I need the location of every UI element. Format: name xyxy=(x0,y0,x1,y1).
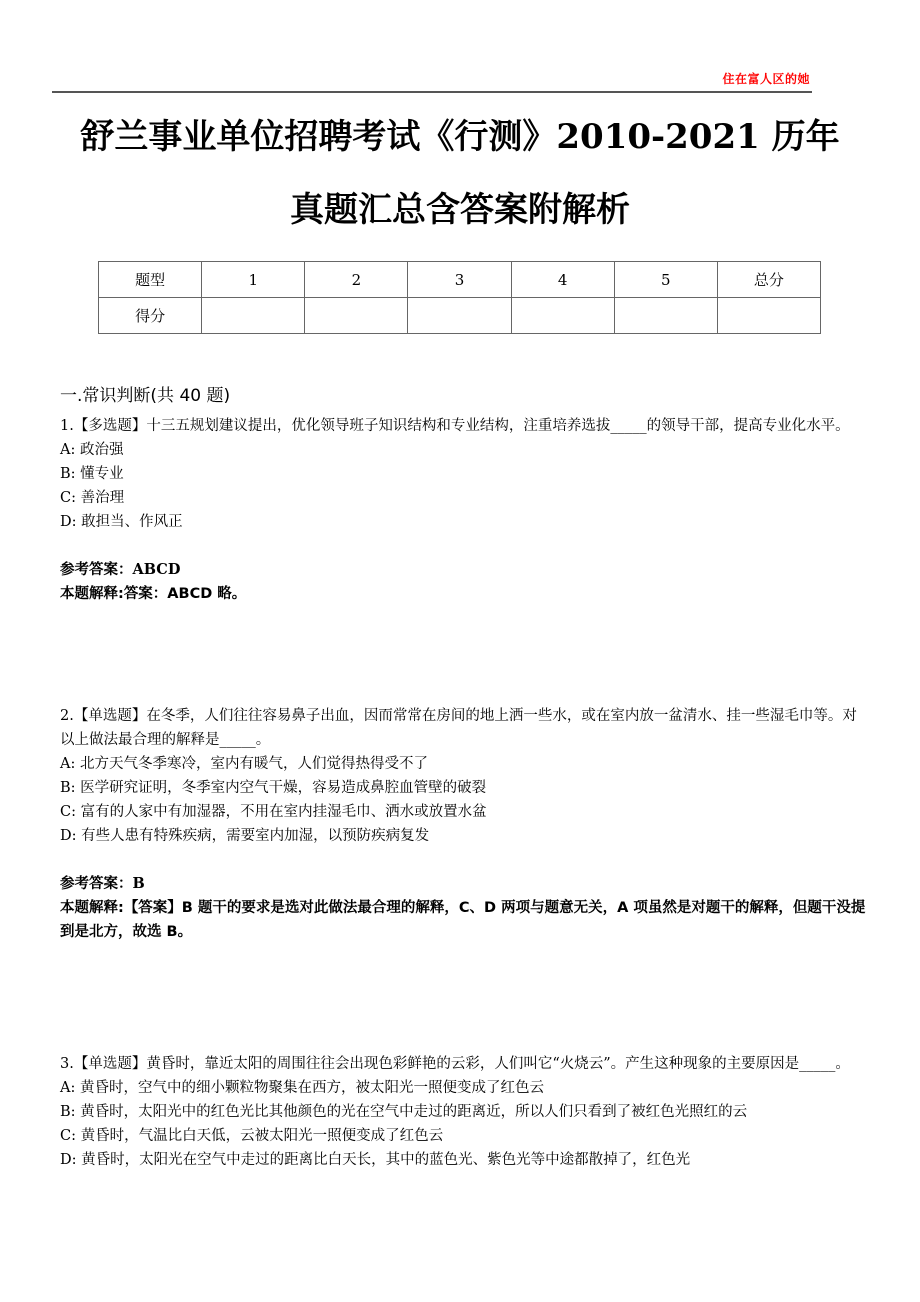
score-table-cell: 1 xyxy=(202,262,305,298)
score-table-cell: 2 xyxy=(305,262,408,298)
question-3 xyxy=(60,1052,870,1172)
document-title-line2: 真题汇总含答案附解析 xyxy=(290,190,630,230)
score-table xyxy=(98,261,821,334)
score-table-cell xyxy=(614,298,717,334)
option-d: D: 敢担当、作风正 xyxy=(60,514,183,530)
option-c: C: 黄昏时，气温比白天低，云被太阳光一照便变成了红色云 xyxy=(60,1128,444,1144)
option-d: D: 黄昏时，太阳光在空气中走过的距离比白天长，其中的蓝色光、紫色光等中途都散掉了，红色光 xyxy=(60,1152,691,1168)
header-divider xyxy=(52,91,812,93)
answer-value: ABCD xyxy=(132,561,181,578)
explanation-label: 本题解释: xyxy=(60,900,124,916)
question-stem: 1.【多选题】十三五规划建议提出，优化领导班子知识结构和专业结构，注重培养选拔_____的领导干部，提高专业化水平。 xyxy=(60,418,850,434)
reference-answer xyxy=(60,558,870,582)
question-2 xyxy=(60,704,870,944)
option-b: B: 懂专业 xyxy=(60,466,124,482)
explanation-label: 本题解释: xyxy=(60,586,124,602)
reference-answer xyxy=(60,872,870,896)
explanation xyxy=(60,582,870,606)
score-table-cell: 题型 xyxy=(99,262,202,298)
option-b: B: 黄昏时，太阳光中的红色光比其他颜色的光在空气中走过的距离近，所以人们只看到了被红色光照红的云 xyxy=(60,1104,748,1120)
explanation-text: 【答案】B 题干的要求是选对此做法最合理的解释，C、D 两项与题意无关，A 项虽然是对题干的解释，但题干没提到是北方，故选 B。 xyxy=(60,900,866,940)
option-c: C: 富有的人家中有加湿器，不用在室内挂湿毛巾、洒水或放置水盆 xyxy=(60,804,487,820)
option-c: C: 善治理 xyxy=(60,490,125,506)
option-a: A: 政治强 xyxy=(60,442,124,458)
question-stem: 3.【单选题】黄昏时，靠近太阳的周围往往会出现色彩鲜艳的云彩，人们叫它“火烧云”。产生这种现象的主要原因是_____。 xyxy=(60,1056,850,1072)
score-table-cell: 总分 xyxy=(717,262,820,298)
option-a: A: 北方天气冬季寒冷，室内有暖气，人们觉得热得受不了 xyxy=(60,756,428,772)
score-table-cell xyxy=(202,298,305,334)
header-note: 住在富人区的她 xyxy=(722,72,810,86)
answer-label: 参考答案： xyxy=(60,876,133,892)
question-stem: 2.【单选题】在冬季，人们往往容易鼻子出血，因而常常在房间的地上洒一些水，或在室内放一盆清水、挂一些湿毛巾等。对以上做法最合理的解释是_____。 xyxy=(60,708,857,748)
score-table-cell: 4 xyxy=(511,262,614,298)
score-table-cell: 3 xyxy=(408,262,511,298)
option-b: B: 医学研究证明，冬季室内空气干燥，容易造成鼻腔血管壁的破裂 xyxy=(60,780,487,796)
score-table-cell xyxy=(408,298,511,334)
score-table-cell: 得分 xyxy=(99,298,202,334)
content xyxy=(60,383,870,1172)
explanation-text: 答案：ABCD 略。 xyxy=(123,586,247,602)
answer-label: 参考答案： xyxy=(60,562,133,578)
explanation xyxy=(60,896,870,944)
answer-value: B xyxy=(132,875,145,892)
option-d: D: 有些人患有特殊疾病，需要室内加湿，以预防疾病复发 xyxy=(60,828,430,844)
option-a: A: 黄昏时，空气中的细小颗粒物聚集在西方，被太阳光一照便变成了红色云 xyxy=(60,1080,544,1096)
document-title-line1: 舒兰事业单位招聘考试《行测》2010-2021 历年 xyxy=(80,117,840,157)
score-table-cell xyxy=(305,298,408,334)
score-table-cell xyxy=(511,298,614,334)
section-title: 一.常识判断(共 40 题) xyxy=(60,386,231,406)
score-table-score-row xyxy=(99,298,821,334)
score-table-cell: 5 xyxy=(614,262,717,298)
score-table-cell xyxy=(717,298,820,334)
question-1 xyxy=(60,414,870,606)
score-table-header-row xyxy=(99,262,821,298)
